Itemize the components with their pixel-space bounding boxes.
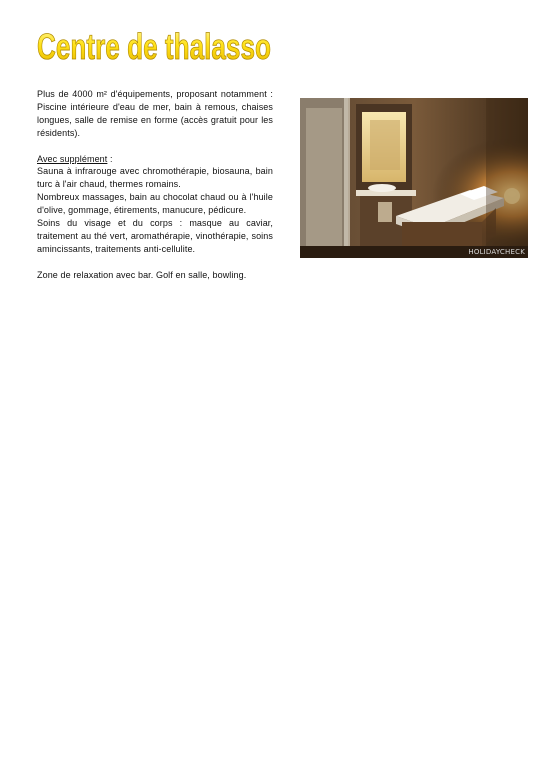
spacer bbox=[37, 256, 273, 269]
page-title-text: Centre de thalasso bbox=[37, 26, 271, 67]
page-title bbox=[36, 26, 272, 66]
description-column bbox=[37, 88, 273, 282]
supplement-colon: : bbox=[107, 153, 113, 164]
supplement-heading: Avec supplément bbox=[37, 153, 108, 164]
photo-watermark: HOLIDAYCHECK bbox=[468, 248, 525, 256]
sauna-paragraph: Sauna à infrarouge avec chromothérapie, biosauna, bain turc à l'air chaud, thermes romains. bbox=[37, 166, 273, 190]
intro-paragraph: Plus de 4000 m² d'équipements, proposant notamment : Piscine intérieure d'eau de mer, bain à remous, chaises longues, salle de remise en forme (accès gratuit pour les résidents). bbox=[37, 89, 273, 138]
spa-room-photo bbox=[300, 98, 528, 258]
soins-paragraph: Soins du visage et du corps : masque au caviar, traitement au thé vert, aromathérapie, vinothérapie, soins amincissants, traitements anti-cellulite. bbox=[37, 218, 273, 254]
spacer bbox=[37, 140, 273, 153]
supplement-heading-line bbox=[37, 153, 273, 166]
massages-paragraph: Nombreux massages, bain au chocolat chaud ou à l'huile d'olive, gommage, étirements, manucure, pédicure. bbox=[37, 192, 273, 216]
relaxation-paragraph: Zone de relaxation avec bar. Golf en salle, bowling. bbox=[37, 269, 247, 280]
